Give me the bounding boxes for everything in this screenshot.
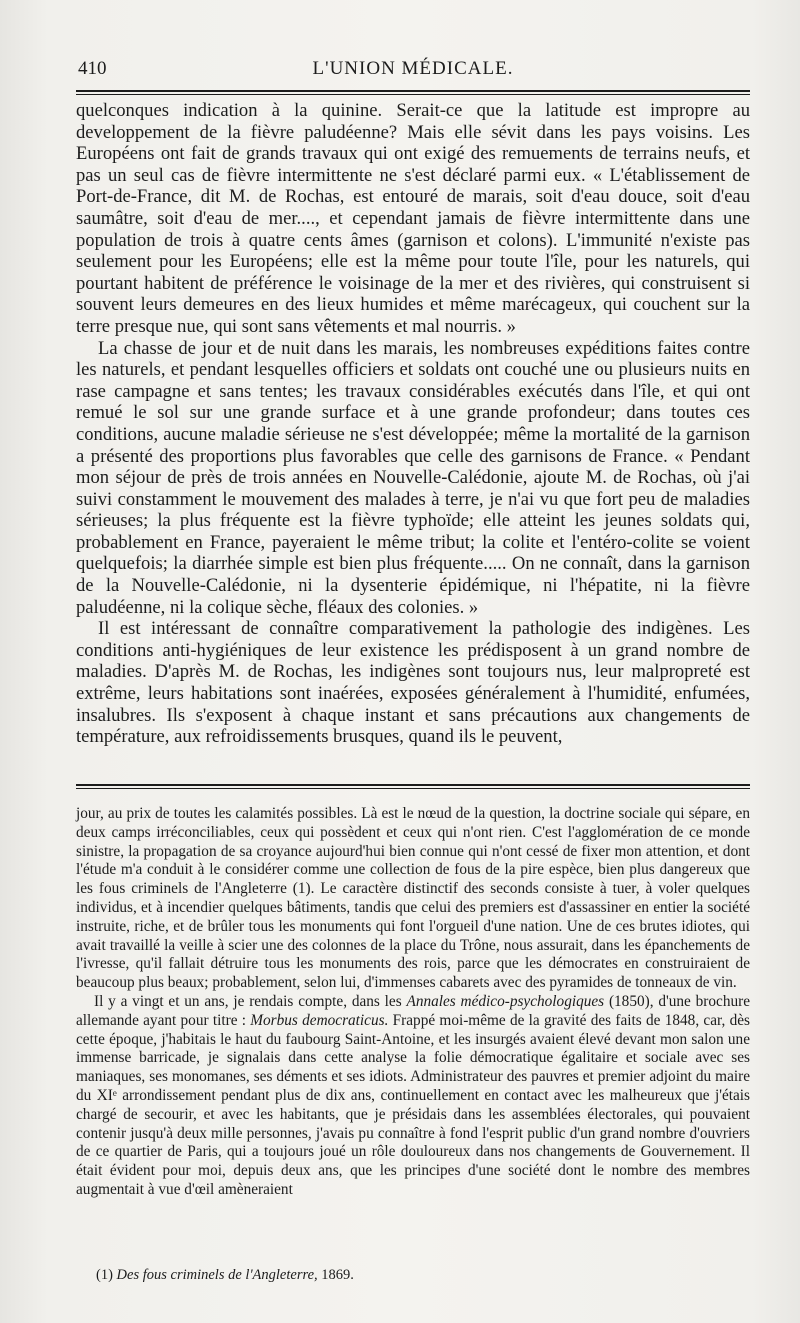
feuilleton-paragraph: jour, au prix de toutes les calamités possibles. Là est le nœud de la question, la doctrine sociale qui sépare, en deux camps irréconciliables, ceux qui possèdent et ceux qui n'ont rien. C'est l'agglomération de ce monde sinistre, la propagation de sa croyance aujourd'hui bien connue qui n'ont cessé de fixer mon attention, et dont l'étude m'a conduit à le considérer comme une collection de fous de la pire espèce, bien plus dangereux que les fous criminels de l'Angleterre (1). Le caractère distinctif des seconds consiste à tuer, à voler quelques individus, et à incendier quelques bâtiments, tandis que celui des premiers est d'assassiner en entier la société instruite, riche, et de brûler tous les monuments qui font l'orgueil d'une nation. Une de ces brutes idiotes, qui avait travaillé la veille à scier une des colonnes de la place du Trône, nous assurait, dans les épanchements de l'ivresse, qu'il fallait détruire tous les monuments des rois, parce que les démocrates en construiraient de beaucoup plus beaux; probablement, selon lui, d'immenses cabarets avec des pyramides de tonneaux de vin. [76, 805, 750, 992]
paragraph-text: (1850), d'une brochure allemande ayant pour titre : [76, 992, 750, 1029]
footnote-marker: (1) [96, 1267, 113, 1283]
paragraph-text: Il y a vingt et un ans, je rendais compte, dans les [94, 992, 407, 1010]
article-paragraph: La chasse de jour et de nuit dans les marais, les nombreuses expéditions faites contre les naturels, et pendant lesquelles officiers et soldats ont couché une ou plusieurs nuits en rase campagne et sans tentes; les travaux considérables exécutés dans l'île, et qui ont remué le sol sur une grande surface et à une grande profondeur; dans toutes ces conditions, aucune maladie sérieuse ne s'est développée; même la mortalité de la garnison a présenté des proportions plus favorables que celle des garnisons de France. « Pendant mon séjour de près de trois années en Nouvelle-Calédonie, ajoute M. de Rochas, où j'ai suivi constamment le mouvement des malades à terre, je n'ai vu que fort peu de maladies sérieuses; la plus fréquente est la fièvre typhoïde; elle atteint les jeunes soldats qui, probablement en France, payeraient le même tribut; la colite et l'entéro-colite se voient quelquefois; la diarrhée simple est bien plus fréquente..... On ne connaît, dans la garnison de la Nouvelle-Calédonie, ni la dysenterie épidémique, ni l'hépatite, ni la fièvre paludéenne, ni la colique sèche, fléaux des colonies. » [76, 337, 750, 618]
paragraph-text: Frappé moi-même de la gravité des faits de 1848, car, dès cette époque, j'habitais le haut du faubourg Saint-Antoine, et les insurgés avaient élevé devant mon salon une immense barricade, je signalais dans cette analyse la folie démocratique égalitaire et sociale avec ses maniaques, ses monomanes, ses déments et ses idiots. Administrateur des pauvres et premier adjoint du maire du XIᵉ arrondissement pendant plus de dix ans, continuellement en contact avec les malheureux que j'étais chargé de secourir, et avec les habitants, que je présidais dans les assemblées électorales, qui pouvaient contenir jusqu'à deux mille personnes, j'avais pu connaître à fond l'esprit public d'un grand nombre d'ouvriers de ce quartier de Paris, qui a toujours joué un rôle douloureux dans nos changements de Gouvernement. Il était évident pour moi, depuis deux ans, que les principes d'une société dont le nombre des membres augmentait à vue d'œil amèneraient [76, 1011, 750, 1198]
footnote-year: 1869. [321, 1267, 354, 1283]
feuilleton-section [76, 805, 750, 1200]
footnote [96, 1266, 736, 1284]
footnote-title: Des fous criminels de l'Angleterre, [116, 1267, 318, 1283]
article-paragraph: quelconques indication à la quinine. Serait-ce que la latitude est impropre au developpement de la fièvre paludéenne? Mais elle sévit dans les pays voisins. Les Européens ont fait de grands travaux qui ont exigé des remuements de terrains neufs, et pas un seul cas de fièvre intermittente ne s'est déclaré parmi eux. « L'établissement de Port-de-France, dit M. de Rochas, est entouré de marais, soit d'eau douce, soit d'eau saumâtre, soit d'eau de mer...., et cependant jamais de fièvre intermittente dans une population de trois à quatre cents âmes (garnison et colons). L'immunité n'existe pas seulement pour les Européens; elle est la même pour toute l'île, pour les naturels, qui pourtant habitent de préférence le voisinage de la mer et des rivières, qui construisent si souvent leurs demeures en des lieux humides et même marécageux, qui couchent sur la terre presque nue, qui sont sans vêtements et mal nourris. » [76, 100, 750, 337]
header-rule [76, 90, 750, 95]
feuilleton-rule [76, 784, 750, 789]
page-header [78, 56, 748, 86]
brochure-title: Morbus democraticus. [250, 1011, 389, 1029]
article-paragraph: Il est intéressant de connaître comparativement la pathologie des indigènes. Les conditions anti-hygiéniques de leur existence les prédisposent à un grand nombre de maladies. D'après M. de Rochas, les indigènes sont toujours nus, leur malpropreté est extrême, leurs habitations sont inaérées, exposées généralement à l'humidité, enfumées, insalubres. Ils s'exposent à chaque instant et sans précautions aux changements de température, aux refroidissements brusques, quand ils le peuvent, [76, 618, 750, 748]
main-article [76, 100, 750, 748]
running-head: L'UNION MÉDICALE. [312, 58, 514, 79]
page-number: 410 [78, 58, 107, 79]
journal-title: Annales médico-psychologiques [406, 992, 605, 1010]
feuilleton-paragraph [76, 993, 750, 1200]
